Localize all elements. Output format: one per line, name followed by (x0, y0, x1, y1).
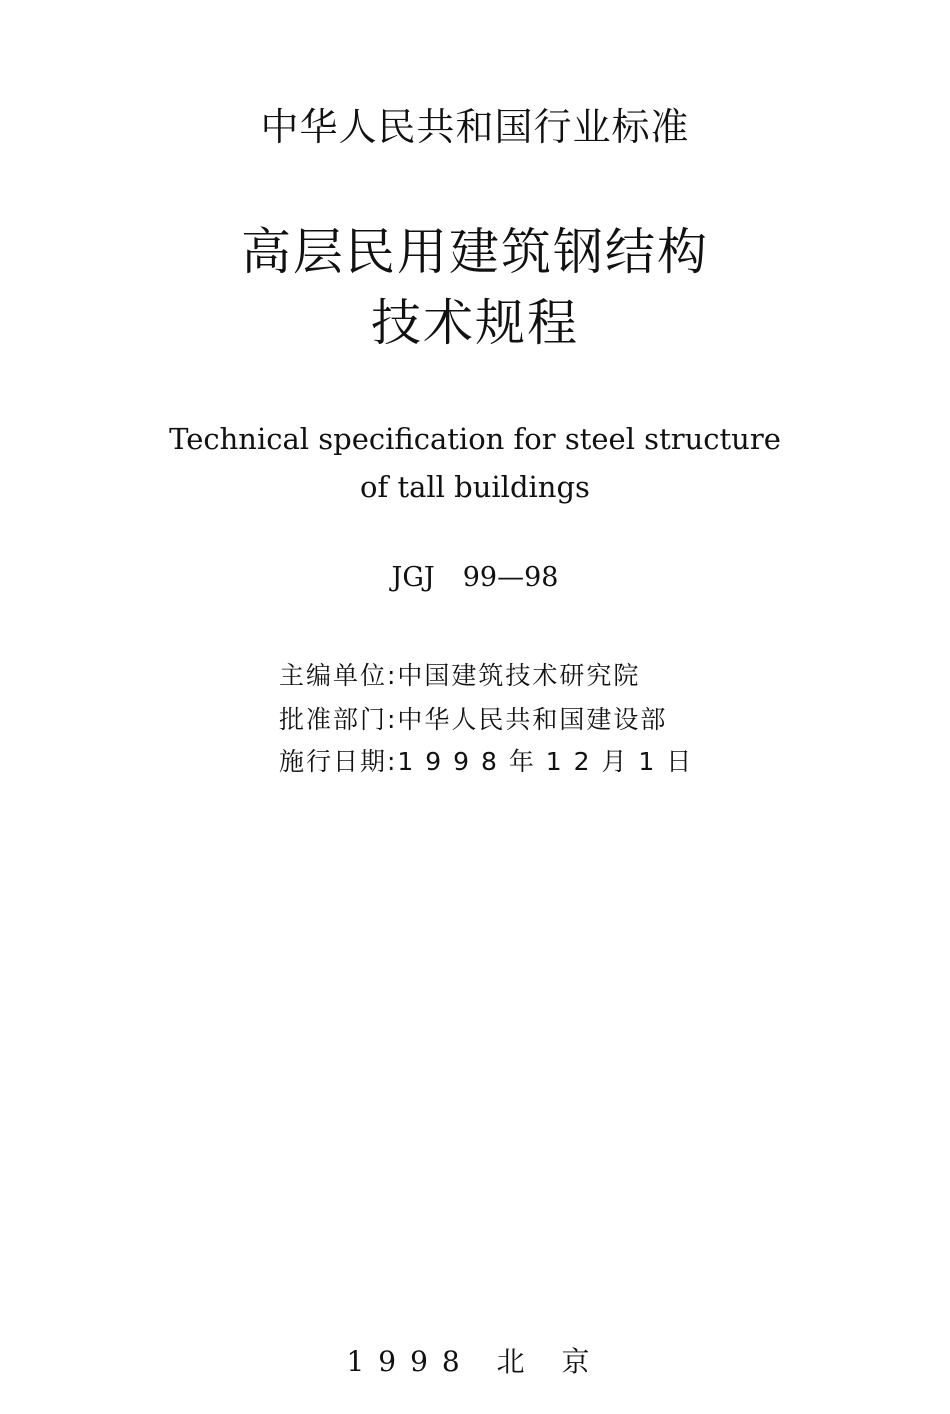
title-cn-line1: 高层民用建筑钢结构 (241, 223, 709, 281)
title-cn-line2: 技术规程 (371, 294, 579, 352)
standard-code-number: 99—98 (462, 562, 559, 593)
standard-code (0, 562, 950, 593)
standard-type-label: 中华人民共和国行业标准 (260, 105, 690, 149)
publication-imprint: 1998 北 京 (346, 1345, 604, 1378)
approval-department: 批准部门:中华人民共和国建设部 (279, 705, 668, 734)
standard-code-prefix: JGJ (391, 562, 435, 593)
title-en-line2: of tall buildings (360, 470, 590, 504)
effective-date: 施行日期:1 9 9 8 年 1 2 月 1 日 (279, 747, 694, 776)
editor-unit: 主编单位:中国建筑技术研究院 (279, 661, 641, 690)
title-en-line1: Technical specification for steel structure (169, 422, 781, 456)
